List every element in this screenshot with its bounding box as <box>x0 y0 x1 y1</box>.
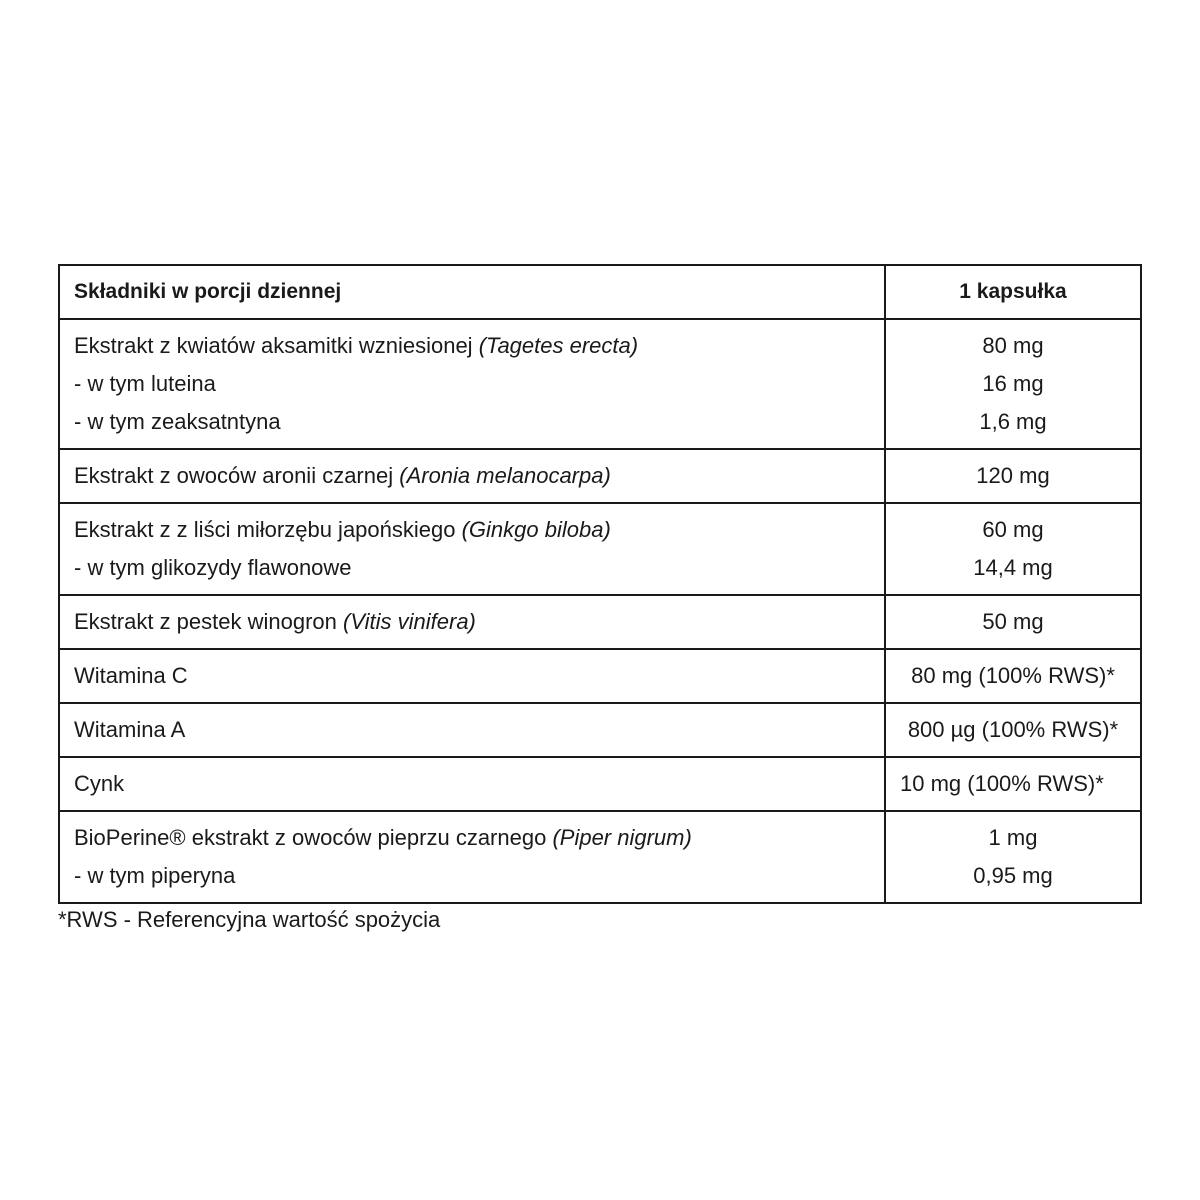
ingredient-amount: 60 mg <box>982 517 1044 542</box>
ingredient-name: Ekstrakt z z liści miłorzębu japońskiego <box>74 517 456 542</box>
ingredient-cell <box>59 811 885 903</box>
ingredient-latin-name: (Aronia melanocarpa) <box>399 463 611 488</box>
sub-ingredient-amount: 14,4 mg <box>973 555 1053 580</box>
ingredient-line <box>74 603 870 641</box>
table-row <box>59 811 1141 903</box>
ingredient-amount: 1 mg <box>988 825 1038 850</box>
ingredient-cell <box>59 703 885 757</box>
amount-cell <box>885 757 1141 811</box>
table-header-row <box>59 265 1141 319</box>
amount-cell <box>885 595 1141 649</box>
amount-cell <box>885 649 1141 703</box>
ingredient-name: Witamina A <box>74 717 186 742</box>
ingredient-amount: 80 mg (100% RWS)* <box>911 663 1115 688</box>
ingredient-line <box>74 457 870 495</box>
ingredient-cell <box>59 757 885 811</box>
ingredient-name: BioPerine® ekstrakt z owoców pieprzu czarnego <box>74 825 547 850</box>
ingredient-amount: 800 µg (100% RWS)* <box>907 717 1119 742</box>
amount-cell <box>885 811 1141 903</box>
sub-ingredient-name: - w tym piperyna <box>74 863 236 888</box>
sub-ingredient-name: - w tym zeaksatntyna <box>74 409 281 434</box>
ingredient-cell <box>59 503 885 595</box>
header-ingredients: Składniki w porcji dziennej <box>59 265 885 319</box>
amount-cell <box>885 449 1141 503</box>
table-row <box>59 319 1141 449</box>
ingredient-latin-name: (Tagetes erecta) <box>478 333 639 358</box>
sub-ingredient-amount: 16 mg <box>982 371 1044 396</box>
table-row <box>59 757 1141 811</box>
table-row <box>59 595 1141 649</box>
amount-cell <box>885 703 1141 757</box>
amount-cell <box>885 319 1141 449</box>
ingredient-name: Ekstrakt z owoców aronii czarnej <box>74 463 394 488</box>
ingredient-amount: 50 mg <box>982 609 1044 634</box>
ingredient-cell <box>59 649 885 703</box>
ingredient-line <box>74 511 870 549</box>
ingredient-cell <box>59 319 885 449</box>
supplement-facts-table <box>58 264 1142 904</box>
ingredient-name: Ekstrakt z pestek winogron <box>74 609 337 634</box>
sub-ingredient-name: - w tym luteina <box>74 371 216 396</box>
ingredient-line <box>74 819 870 857</box>
ingredient-name: Cynk <box>74 771 125 796</box>
table-row <box>59 649 1141 703</box>
ingredient-line <box>74 327 870 365</box>
ingredient-amount: 10 mg (100% RWS)* <box>900 771 1104 796</box>
ingredient-latin-name: (Vitis vinifera) <box>343 609 476 634</box>
header-amount: 1 kapsułka <box>885 265 1141 319</box>
sub-ingredient-amount: 0,95 mg <box>973 863 1053 888</box>
table-row <box>59 503 1141 595</box>
table-row <box>59 703 1141 757</box>
rws-footnote: *RWS - Referencyjna wartość spożycia <box>58 907 441 932</box>
ingredient-name: Ekstrakt z kwiatów aksamitki wzniesionej <box>74 333 473 358</box>
sub-ingredient-amount: 1,6 mg <box>979 409 1047 434</box>
ingredient-cell <box>59 595 885 649</box>
ingredient-latin-name: (Piper nigrum) <box>552 825 692 850</box>
ingredient-cell <box>59 449 885 503</box>
table-row <box>59 449 1141 503</box>
sub-ingredient-name: - w tym glikozydy flawonowe <box>74 555 352 580</box>
ingredient-amount: 80 mg <box>982 333 1044 358</box>
ingredient-amount: 120 mg <box>976 463 1050 488</box>
ingredient-latin-name: (Ginkgo biloba) <box>461 517 611 542</box>
amount-cell <box>885 503 1141 595</box>
ingredient-name: Witamina C <box>74 663 188 688</box>
